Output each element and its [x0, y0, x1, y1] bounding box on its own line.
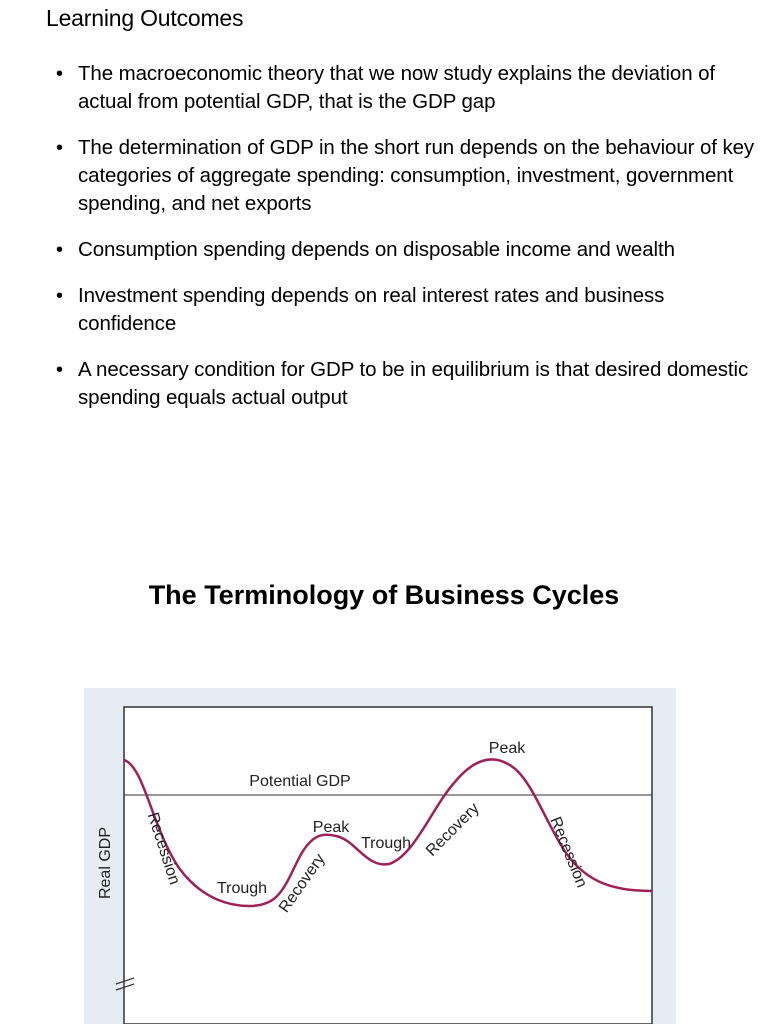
- section-title: The Terminology of Business Cycles: [148, 580, 620, 610]
- list-item: [52, 236, 758, 264]
- business-cycle-figure: [84, 688, 676, 1024]
- outcome-text: Consumption spending depends on disposable income and wealth: [78, 238, 675, 261]
- peak-label: Peak: [488, 740, 526, 757]
- page-title: Learning Outcomes: [46, 5, 244, 31]
- business-cycle-diagram: [84, 688, 676, 1024]
- list-item: [52, 134, 758, 218]
- bullet-icon: •: [56, 63, 63, 85]
- list-item: [52, 60, 758, 116]
- outcome-text: Investment spending depends on real interest rates and business confidence: [78, 284, 665, 335]
- peak-label: Peak: [312, 819, 350, 836]
- bullet-icon: •: [56, 359, 63, 381]
- outcome-text: A necessary condition for GDP to be in equilibrium is that desired domestic spending equals actual output: [78, 358, 749, 409]
- bullet-icon: •: [56, 137, 63, 159]
- list-item: [52, 282, 758, 338]
- recession-label: Recession: [546, 814, 591, 891]
- learning-outcomes-list: [52, 60, 758, 430]
- recovery-label: Recovery: [422, 799, 483, 860]
- trough-label: Trough: [360, 835, 412, 852]
- outcome-text: The macroeconomic theory that we now study explains the deviation of actual from potential GDP, that is the GDP gap: [78, 62, 716, 113]
- recession-label: Recession: [143, 810, 183, 887]
- outcome-text: The determination of GDP in the short run depends on the behaviour of key categories of aggregate spending: consumption, investment, government spending, and net exports: [78, 136, 755, 215]
- list-item: [52, 356, 758, 412]
- y-axis-label: Real GDP: [97, 826, 114, 900]
- bullet-icon: •: [56, 239, 63, 261]
- potential-gdp-label: Potential GDP: [249, 773, 351, 790]
- recovery-label: Recovery: [275, 850, 329, 916]
- bullet-icon: •: [56, 285, 63, 307]
- trough-label: Trough: [216, 880, 268, 897]
